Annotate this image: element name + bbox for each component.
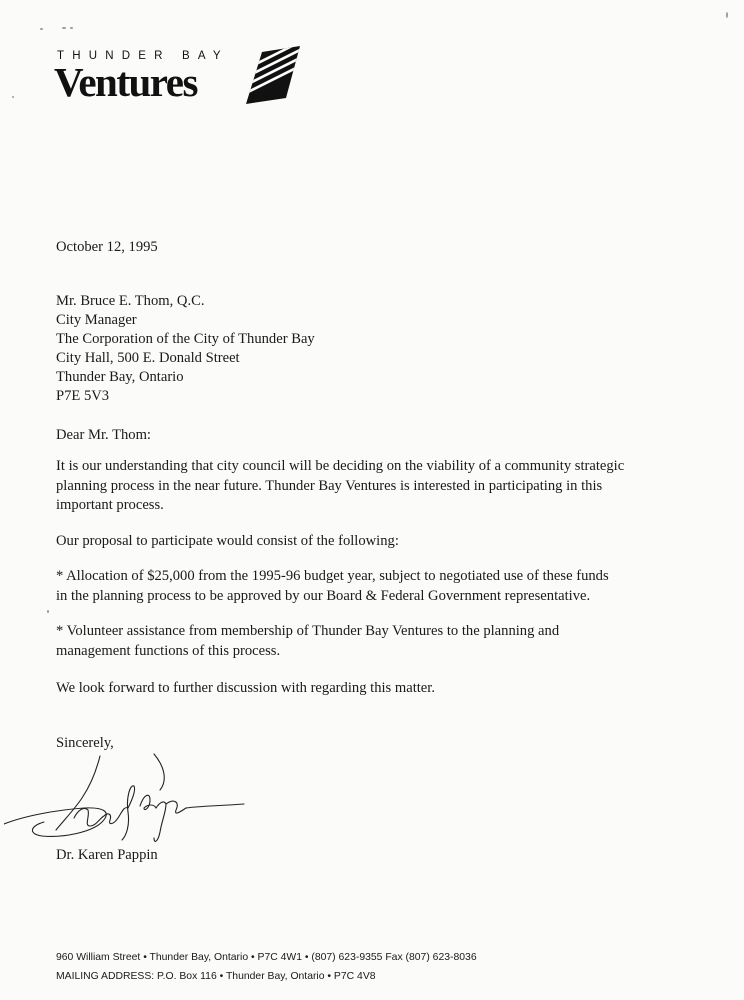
body-paragraph-1 xyxy=(56,457,656,516)
paragraph-line: It is our understanding that city council will be deciding on the viability of a community strategic xyxy=(56,458,625,474)
closing: Sincerely, xyxy=(56,735,114,751)
logo-wordmark-top: THUNDER BAY xyxy=(57,50,229,62)
recipient-city: Thunder Bay, Ontario xyxy=(56,369,184,385)
signer-name: Dr. Karen Pappin xyxy=(56,847,158,863)
footer-mailing-address: MAILING ADDRESS: P.O. Box 116 • Thunder Bay, Ontario • P7C 4V8 xyxy=(56,971,376,982)
paragraph-line: * Allocation of $25,000 from the 1995-96 budget year, subject to negotiated use of these funds xyxy=(56,568,609,584)
scan-speck xyxy=(47,610,49,613)
body-paragraph-3-allocation xyxy=(56,567,656,606)
recipient-title: City Manager xyxy=(56,312,137,328)
recipient-name: Mr. Bruce E. Thom, Q.C. xyxy=(56,293,205,309)
scan-speck xyxy=(70,27,73,29)
logo-wordmark-main: Ventures xyxy=(54,59,197,105)
paragraph-line: * Volunteer assistance from membership of Thunder Bay Ventures to the planning and xyxy=(56,623,560,639)
letter-date: October 12, 1995 xyxy=(56,239,158,255)
handwritten-signature xyxy=(4,746,250,850)
company-logo xyxy=(54,46,314,106)
paragraph-line: in the planning process to be approved by our Board & Federal Government representative. xyxy=(56,587,591,604)
recipient-street: City Hall, 500 E. Donald Street xyxy=(56,350,240,366)
body-paragraph-2: Our proposal to participate would consist of the following: xyxy=(56,533,399,549)
scan-speck xyxy=(40,28,43,30)
footer-street-address: 960 William Street • Thunder Bay, Ontario • P7C 4W1 • (807) 623-9355 Fax (807) 623-8036 xyxy=(56,952,477,963)
scan-speck xyxy=(12,96,14,98)
striped-parallelogram-logo-icon xyxy=(240,46,304,104)
scan-speck xyxy=(62,27,66,29)
paragraph-line: important process. xyxy=(56,497,164,513)
body-paragraph-4-volunteer xyxy=(56,622,656,661)
paragraph-line: management functions of this process. xyxy=(56,642,281,659)
scan-speck xyxy=(726,12,728,18)
recipient-organization: The Corporation of the City of Thunder Bay xyxy=(56,331,315,347)
body-paragraph-5: We look forward to further discussion with regarding this matter. xyxy=(56,680,435,696)
paragraph-line: planning process in the near future. Thunder Bay Ventures is interested in participating in this xyxy=(56,477,603,494)
salutation: Dear Mr. Thom: xyxy=(56,427,151,443)
recipient-postal: P7E 5V3 xyxy=(56,388,110,404)
